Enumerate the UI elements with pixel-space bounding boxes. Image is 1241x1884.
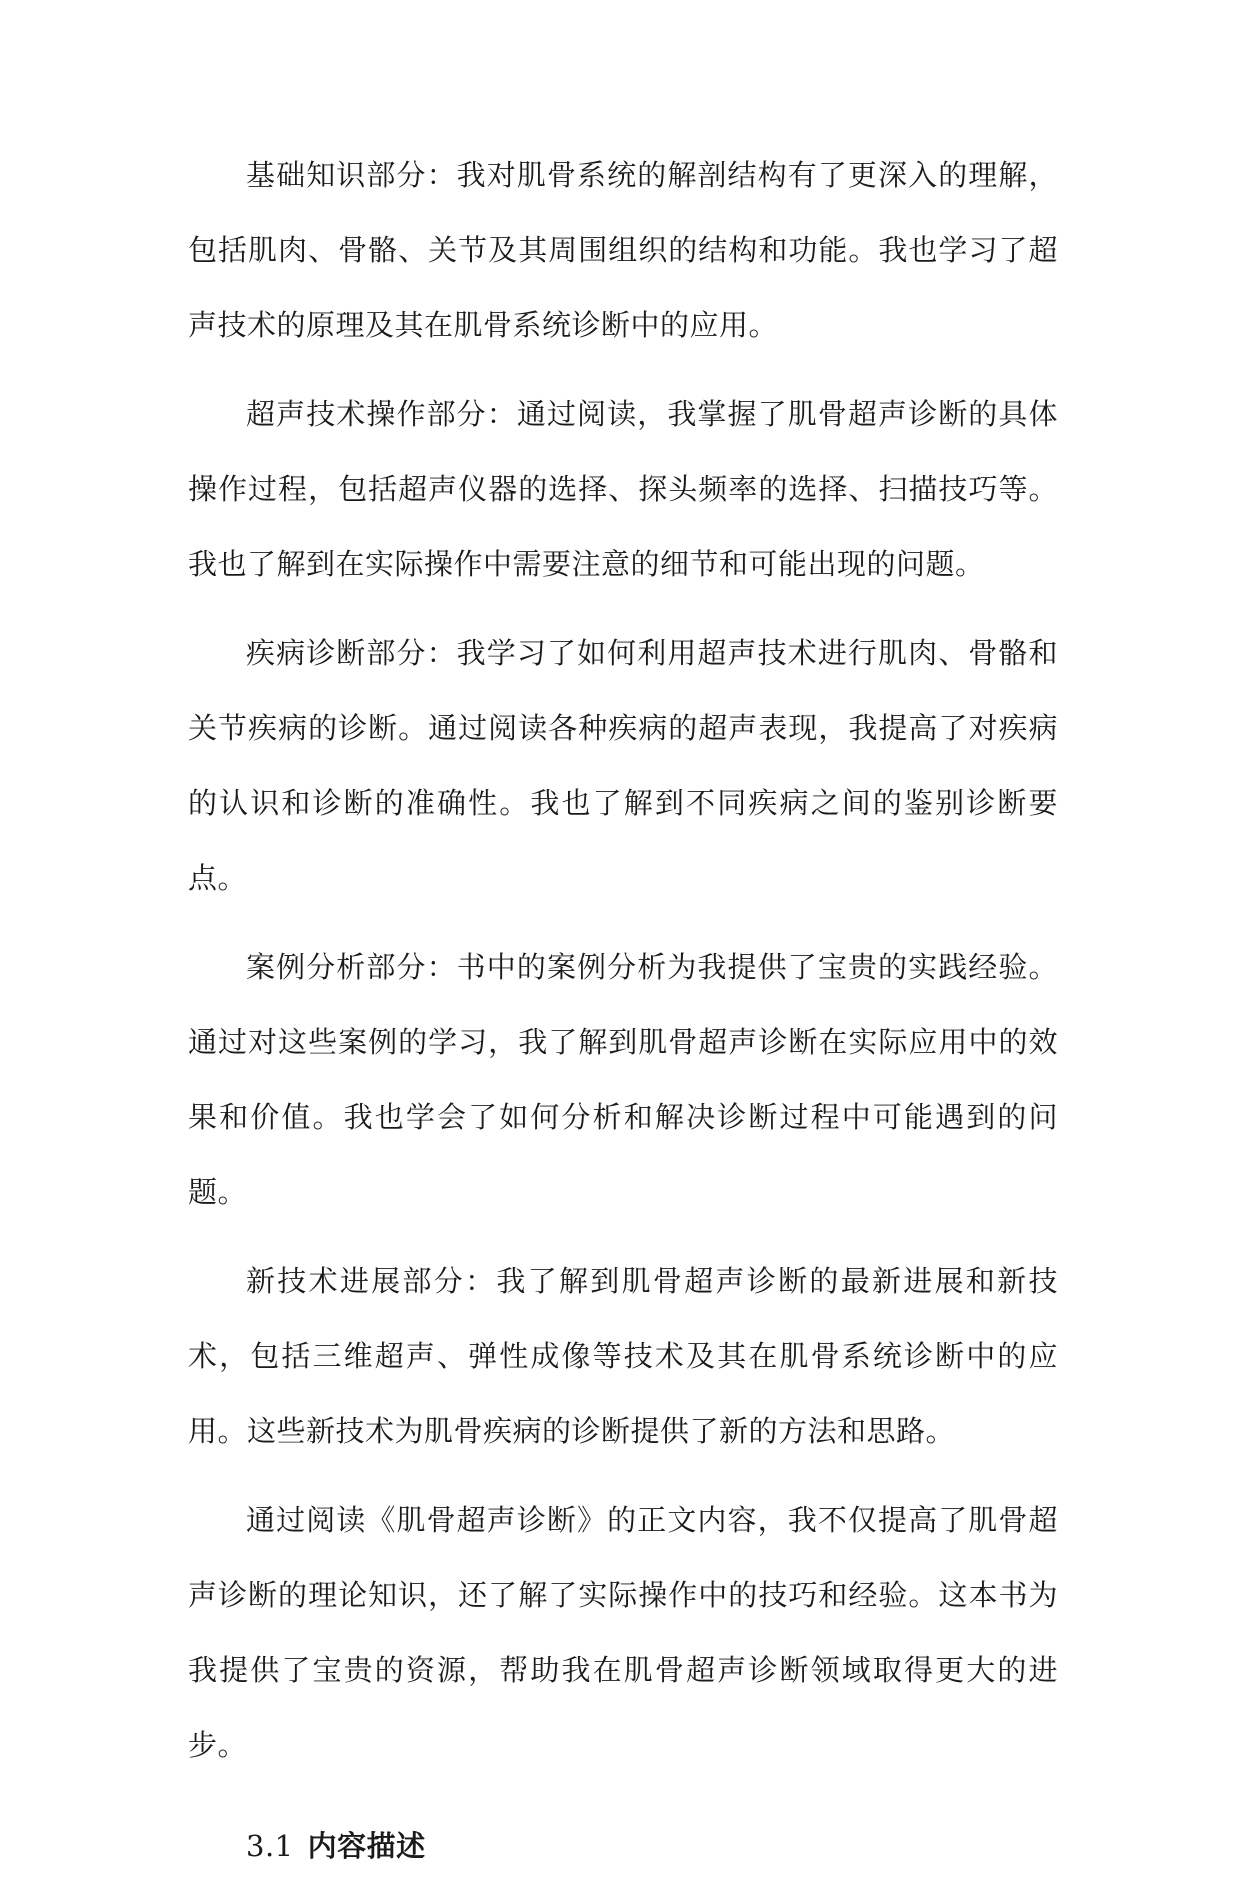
document-page (188, 138, 1058, 1884)
paragraph-ultrasound-operation: 超声技术操作部分：通过阅读，我掌握了肌骨超声诊断的具体操作过程，包括超声仪器的选择、探头频率的选择、扫描技巧等。我也了解到在实际操作中需要注意的细节和可能出现的问题。 (188, 397, 1058, 581)
paragraph-disease-diagnosis: 疾病诊断部分：我学习了如何利用超声技术进行肌肉、骨骼和关节疾病的诊断。通过阅读各种疾病的超声表现，我提高了对疾病的认识和诊断的准确性。我也了解到不同疾病之间的鉴别诊断要点。 (188, 636, 1058, 895)
paragraph-conclusion: 通过阅读《肌骨超声诊断》的正文内容，我不仅提高了肌骨超声诊断的理论知识，还了解了实际操作中的技巧和经验。这本书为我提供了宝贵的资源，帮助我在肌骨超声诊断领域取得更大的进步。 (188, 1503, 1058, 1762)
paragraph-new-technology: 新技术进展部分：我了解到肌骨超声诊断的最新进展和新技术，包括三维超声、弹性成像等技术及其在肌骨系统诊断中的应用。这些新技术为肌骨疾病的诊断提供了新的方法和思路。 (188, 1264, 1058, 1448)
section-title: 内容描述 (307, 1829, 426, 1863)
paragraph-case-analysis: 案例分析部分：书中的案例分析为我提供了宝贵的实践经验。通过对这些案例的学习，我了解到肌骨超声诊断在实际应用中的效果和价值。我也学会了如何分析和解决诊断过程中可能遇到的问题。 (188, 950, 1058, 1209)
paragraph-basic-knowledge: 基础知识部分：我对肌骨系统的解剖结构有了更深入的理解，包括肌肉、骨骼、关节及其周围组织的结构和功能。我也学习了超声技术的原理及其在肌骨系统诊断中的应用。 (188, 158, 1058, 342)
section-heading (246, 1809, 1058, 1884)
section-number: 3.1 (246, 1829, 294, 1863)
